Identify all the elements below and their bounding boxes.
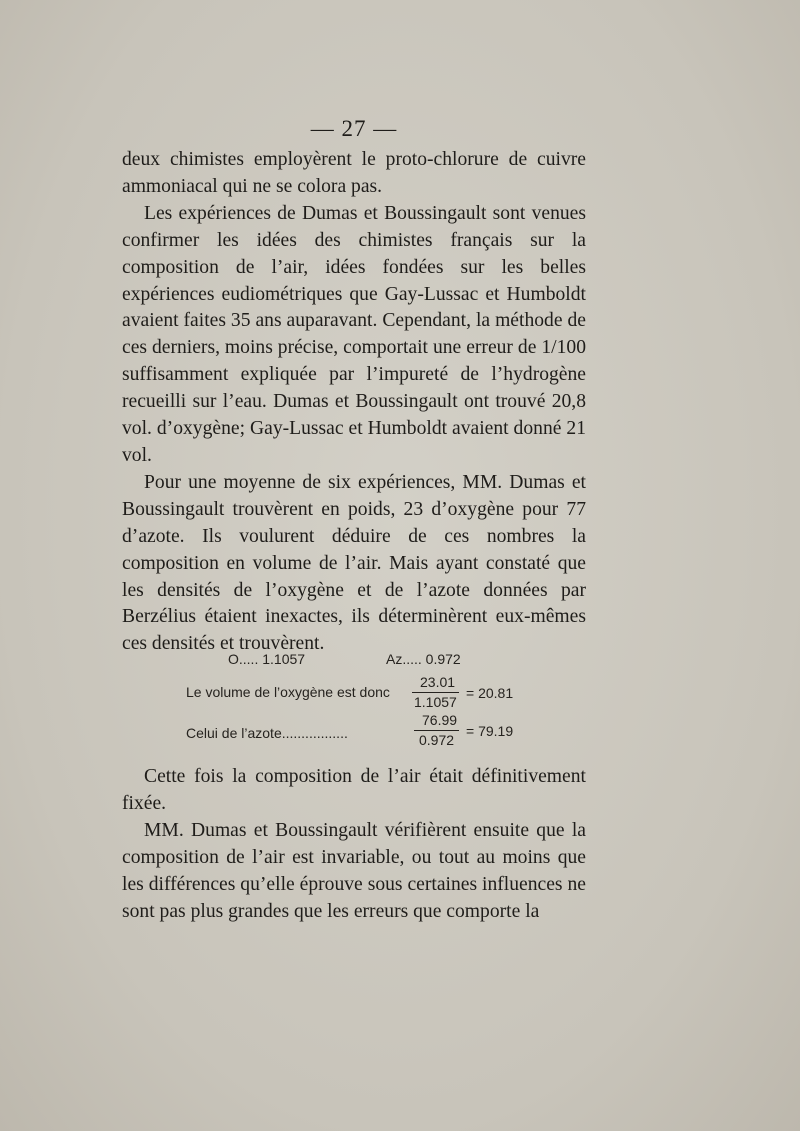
oxygen-result: = 20.81	[466, 685, 514, 701]
oxygen-denominator: 1.1057	[414, 694, 457, 710]
oxygen-volume-label: Le volume de l’oxygène est donc	[186, 684, 390, 700]
nitrogen-density: Az..... 0.972	[386, 651, 461, 667]
nitrogen-fraction-bar	[414, 730, 459, 731]
paragraph-dumas-boussingault: Les expériences de Dumas et Boussingault sont venues confirmer les idées des chimistes français sur la composition de l’air, idées fondées sur les belles expériences eudiométriques que Gay-Lussac et Humboldt avaient faites 35 ans auparavant. Cependant, la méthode de ces derniers, moins précise, comportait une erreur de 1/100 suffisamment expliquée par l’impureté de l’hydrogène recueilli sur l’eau. Dumas et Boussingault ont trouvé 20,8 vol. d’oxygène; Gay-Lussac et Humboldt avaient donné 21 vol.	[122, 202, 586, 466]
page-number: — 27 —	[310, 116, 398, 141]
oxygen-numerator: 23.01	[420, 674, 456, 690]
formula-block	[0, 650, 800, 760]
body-text-top	[122, 147, 586, 658]
oxygen-fraction-bar	[412, 692, 459, 693]
paragraph-invariable: MM. Dumas et Boussingault vérifièrent ensuite que la composition de l’air est invariable, ou tout au moins que les différences qu’elle éprouve sous certaines influences ne sont pas plus grandes que les erreurs que comporte la	[122, 819, 586, 922]
body-text-bottom	[122, 764, 586, 925]
oxygen-density: O..... 1.1057	[228, 651, 306, 667]
paragraph-continuation: deux chimistes employèrent le proto-chlorure de cuivre ammoniacal qui ne se colora pas.	[122, 149, 586, 197]
paragraph-densities: Pour une moyenne de six expériences, MM. Dumas et Boussingault trouvèrent en poids, 23 d’oxygène pour 77 d’azote. Ils voulurent déduire de ces nombres la composition en volume de l’air. Mais ayant constaté que les densités de l’oxygène et de l’azote données par Berzélius étaient inexactes, ils déterminèrent eux-mêmes ces densités et trouvèrent.	[122, 471, 586, 655]
nitrogen-result: = 79.19	[466, 723, 514, 739]
paragraph-composition-fixed: Cette fois la composition de l’air était définitivement fixée.	[122, 766, 586, 814]
nitrogen-denominator: 0.972	[419, 732, 455, 748]
nitrogen-numerator: 76.99	[422, 712, 458, 728]
nitrogen-label: Celui de l’azote.................	[186, 725, 348, 741]
